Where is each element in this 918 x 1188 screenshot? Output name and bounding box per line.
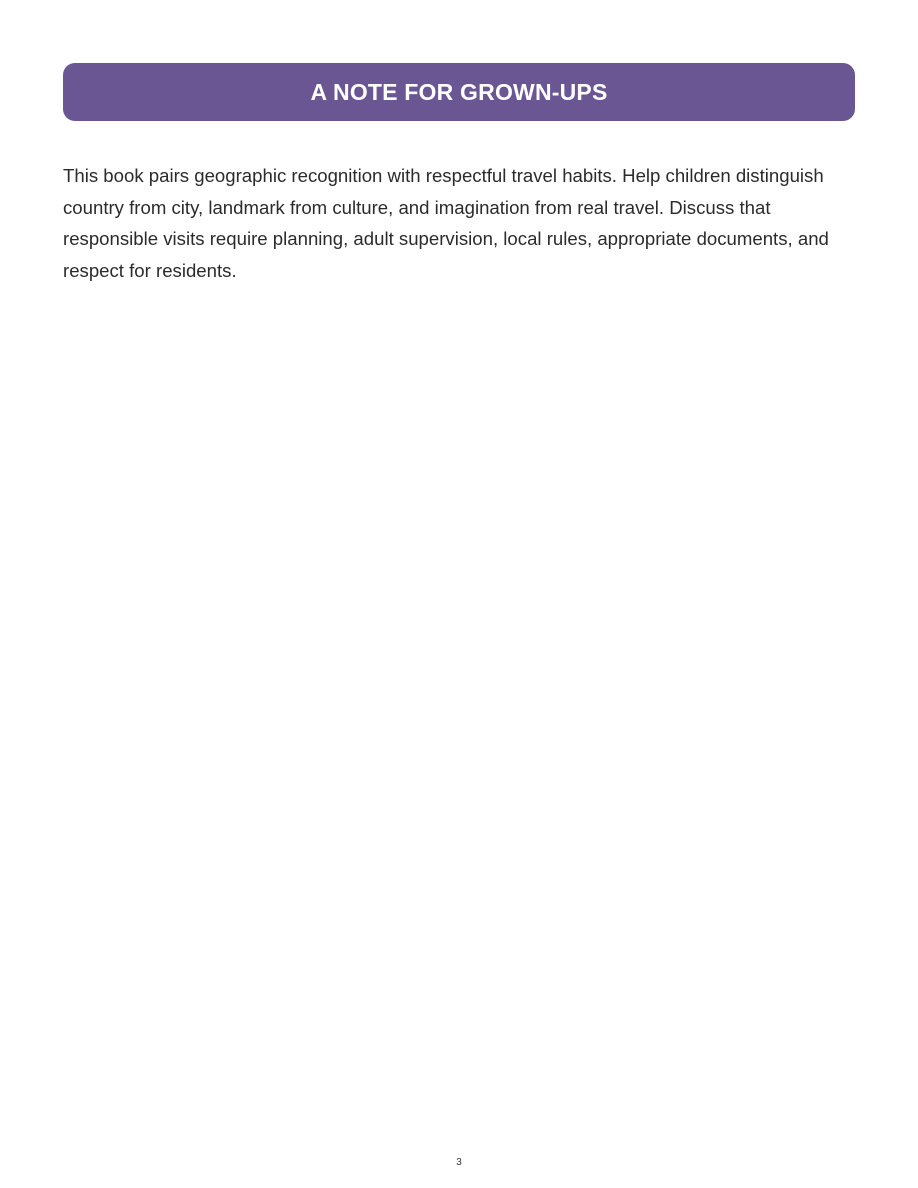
note-paragraph: This book pairs geographic recognition with respectful travel habits. Help children distinguish country from city, landmark from culture, and imagination from real travel. Discuss that responsible visits require planning, adult supervision, local rules, appropriate documents, and respect for residents. [63,165,829,281]
page-title: A NOTE FOR GROWN-UPS [310,79,608,105]
page-number: 3 [456,1157,462,1168]
title-banner [63,63,855,121]
